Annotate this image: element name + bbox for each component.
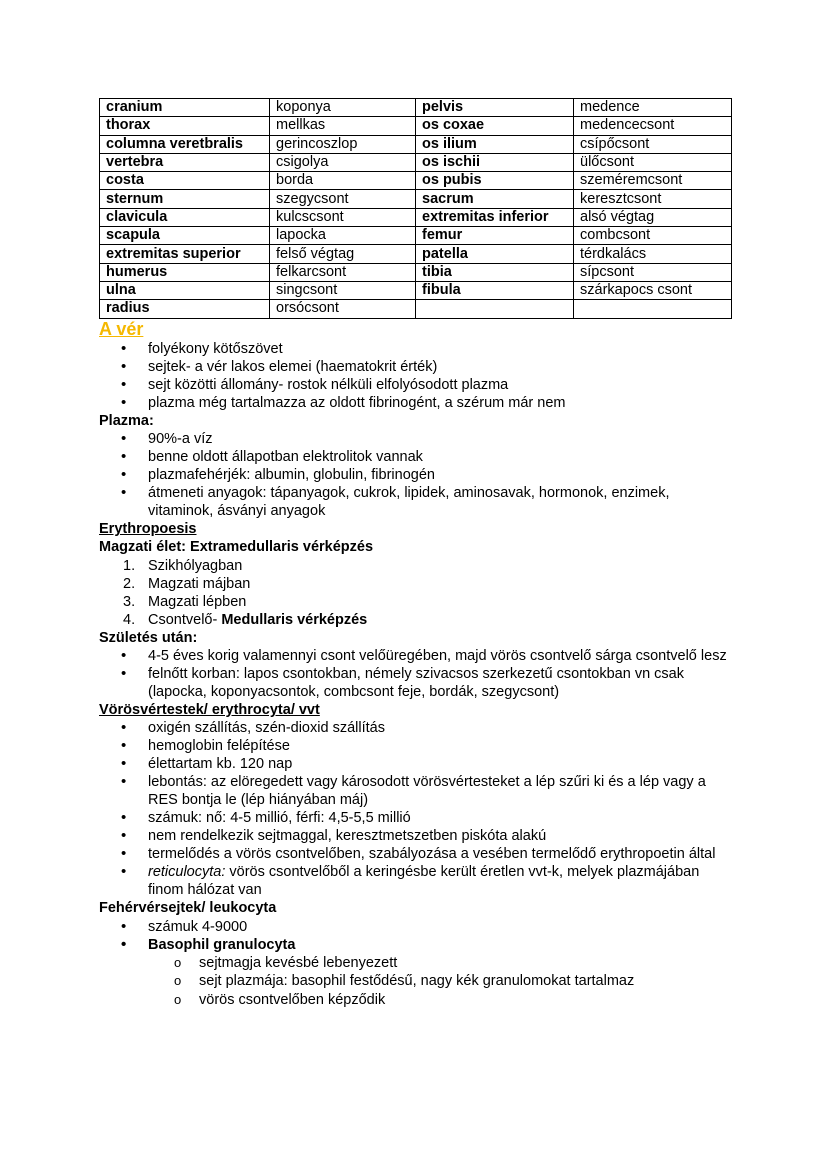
latin-term-cell: os pubis: [416, 172, 574, 190]
hungarian-term-cell: orsócsont: [270, 300, 416, 318]
list-item: [99, 611, 731, 629]
table-row: [100, 153, 732, 171]
erythropoesis-heading: Erythropoesis: [99, 521, 197, 538]
hungarian-term-cell: sípcsont: [574, 263, 732, 281]
table-row: [100, 281, 732, 299]
latin-term-cell: sternum: [100, 190, 270, 208]
latin-term-cell: [416, 300, 574, 318]
list-item: • benne oldott állapotban elektrolitok vannak: [99, 448, 731, 466]
list-item: [99, 593, 731, 611]
table-row: [100, 300, 732, 318]
list-item: [99, 863, 731, 899]
step-number: 2.: [123, 575, 136, 592]
hungarian-term-cell: gerincoszlop: [270, 135, 416, 153]
step-text: Szikhólyagban: [148, 557, 243, 574]
basophil-sublist: [99, 954, 731, 1010]
list-item: • oxigén szállítás, szén-dioxid szállítás: [99, 719, 731, 737]
erythropoesis-steps: [99, 557, 731, 629]
latin-term-cell: patella: [416, 245, 574, 263]
erythrocyte-list: [99, 719, 731, 899]
hungarian-term-cell: alsó végtag: [574, 208, 732, 226]
list-item: • átmeneti anyagok: tápanyagok, cukrok, lipidek, aminosavak, hormonok, enzimek, vitaminok, ásványi anyagok: [99, 484, 731, 520]
list-item: o vörös csontvelőben képződik: [99, 991, 731, 1010]
hungarian-term-cell: csigolya: [270, 153, 416, 171]
hungarian-term-cell: ülőcsont: [574, 153, 732, 171]
latin-term-cell: tibia: [416, 263, 574, 281]
fetal-life-label: Magzati élet:: [99, 539, 191, 556]
latin-term-cell: extremitas superior: [100, 245, 270, 263]
leukocyte-heading: Fehérvérsejtek/ leukocyta: [99, 900, 277, 917]
step-text: Csontvelő-: [148, 611, 222, 628]
hungarian-term-cell: medence: [574, 99, 732, 117]
after-birth-list: [99, 647, 731, 701]
list-item: • Basophil granulocyta: [99, 936, 731, 954]
hungarian-term-cell: szeméremcsont: [574, 172, 732, 190]
latin-term-cell: pelvis: [416, 99, 574, 117]
reticulocyte-text: vörös csontvelőből a keringésbe került éretlen vvt-k, melyek plazmájában finom hálózat van: [148, 864, 700, 899]
anatomy-terms-table: [99, 98, 732, 319]
table-row: [100, 99, 732, 117]
list-item: • lebontás: az elöregedett vagy károsodott vörösvértesteket a lép szűri ki és a lép vagy a RES bontja le (lép hiányában máj): [99, 773, 731, 809]
latin-term-cell: sacrum: [416, 190, 574, 208]
list-item: • plazma még tartalmazza az oldott fibrinogént, a szérum már nem: [99, 394, 731, 412]
latin-term-cell: columna veretbralis: [100, 135, 270, 153]
hungarian-term-cell: felkarcsont: [270, 263, 416, 281]
hungarian-term-cell: combcsont: [574, 227, 732, 245]
list-item: • számuk 4-9000: [99, 918, 731, 936]
hungarian-term-cell: koponya: [270, 99, 416, 117]
hungarian-term-cell: kulcscsont: [270, 208, 416, 226]
step-number: 3.: [123, 593, 136, 610]
hungarian-term-cell: felső végtag: [270, 245, 416, 263]
latin-term-cell: clavicula: [100, 208, 270, 226]
latin-term-cell: os ischii: [416, 153, 574, 171]
table-row: [100, 263, 732, 281]
hungarian-term-cell: szegycsont: [270, 190, 416, 208]
latin-term-cell: cranium: [100, 99, 270, 117]
step-number: 1.: [123, 557, 136, 574]
table-row: [100, 117, 732, 135]
list-item: • folyékony kötőszövet: [99, 340, 731, 358]
table-row: [100, 172, 732, 190]
fetal-life-heading: [99, 538, 731, 557]
leukocyte-list: [99, 918, 731, 954]
latin-term-cell: os coxae: [416, 117, 574, 135]
latin-term-cell: ulna: [100, 281, 270, 299]
step-text: Magzati májban: [148, 575, 251, 592]
latin-term-cell: thorax: [100, 117, 270, 135]
latin-term-cell: radius: [100, 300, 270, 318]
hungarian-term-cell: térdkalács: [574, 245, 732, 263]
list-item: o sejtmagja kevésbé lebenyezett: [99, 954, 731, 973]
hungarian-term-cell: [574, 300, 732, 318]
table-row: [100, 190, 732, 208]
latin-term-cell: extremitas inferior: [416, 208, 574, 226]
latin-term-cell: fibula: [416, 281, 574, 299]
after-birth-heading: Születés után:: [99, 629, 198, 646]
hungarian-term-cell: borda: [270, 172, 416, 190]
list-item: • sejt közötti állomány- rostok nélküli elfolyósodott plazma: [99, 376, 731, 394]
erythrocyte-heading: Vörösvértestek/ erythrocyta/ vvt: [99, 702, 320, 719]
latin-term-cell: scapula: [100, 227, 270, 245]
plasma-bullet-list: [99, 430, 731, 520]
latin-term-cell: vertebra: [100, 153, 270, 171]
list-item: [99, 575, 731, 593]
list-item: • 90%-a víz: [99, 430, 731, 448]
document-page: [99, 98, 731, 1009]
list-item: • hemoglobin felépítése: [99, 737, 731, 755]
list-item: • plazmafehérjék: albumin, globulin, fibrinogén: [99, 466, 731, 484]
table-row: [100, 208, 732, 226]
step-text: Magzati lépben: [148, 593, 247, 610]
list-item: [99, 557, 731, 575]
hungarian-term-cell: mellkas: [270, 117, 416, 135]
hungarian-term-cell: szárkapocs csont: [574, 281, 732, 299]
list-item: • 4-5 éves korig valamennyi csont velőüregében, majd vörös csontvelő sárga csontvelő lesz: [99, 647, 731, 665]
table-row: [100, 135, 732, 153]
reticulocyte-term: reticulocyta:: [148, 864, 226, 881]
latin-term-cell: os ilium: [416, 135, 574, 153]
latin-term-cell: femur: [416, 227, 574, 245]
hungarian-term-cell: csípőcsont: [574, 135, 732, 153]
plasma-heading: Plazma:: [99, 412, 154, 429]
fetal-life-value: Extramedullaris vérképzés: [190, 539, 374, 556]
step-number: 4.: [123, 611, 136, 628]
latin-term-cell: costa: [100, 172, 270, 190]
list-item: • élettartam kb. 120 nap: [99, 755, 731, 773]
hungarian-term-cell: lapocka: [270, 227, 416, 245]
step-text-bold: Medullaris vérképzés: [221, 611, 368, 628]
hungarian-term-cell: medencecsont: [574, 117, 732, 135]
list-item: • számuk: nő: 4-5 millió, férfi: 4,5-5,5 millió: [99, 809, 731, 827]
table-row: [100, 227, 732, 245]
list-item: • nem rendelkezik sejtmaggal, keresztmetszetben piskóta alakú: [99, 827, 731, 845]
list-item: • felnőtt korban: lapos csontokban, némely szivacsos szerkezetű csontokban vn csak (lapocka, koponyacsontok, combcsont feje, bordák, szegycsont): [99, 665, 731, 701]
section-title-blood: A vér: [99, 318, 144, 339]
latin-term-cell: humerus: [100, 263, 270, 281]
list-item: • termelődés a vörös csontvelőben, szabályozása a vesében termelődő erythropoetin által: [99, 845, 731, 863]
hungarian-term-cell: keresztcsont: [574, 190, 732, 208]
list-item: • sejtek- a vér lakos elemei (haematokrit érték): [99, 358, 731, 376]
blood-bullet-list: [99, 340, 731, 412]
table-row: [100, 245, 732, 263]
hungarian-term-cell: singcsont: [270, 281, 416, 299]
list-item: o sejt plazmája: basophil festődésű, nagy kék granulomokat tartalmaz: [99, 972, 731, 991]
